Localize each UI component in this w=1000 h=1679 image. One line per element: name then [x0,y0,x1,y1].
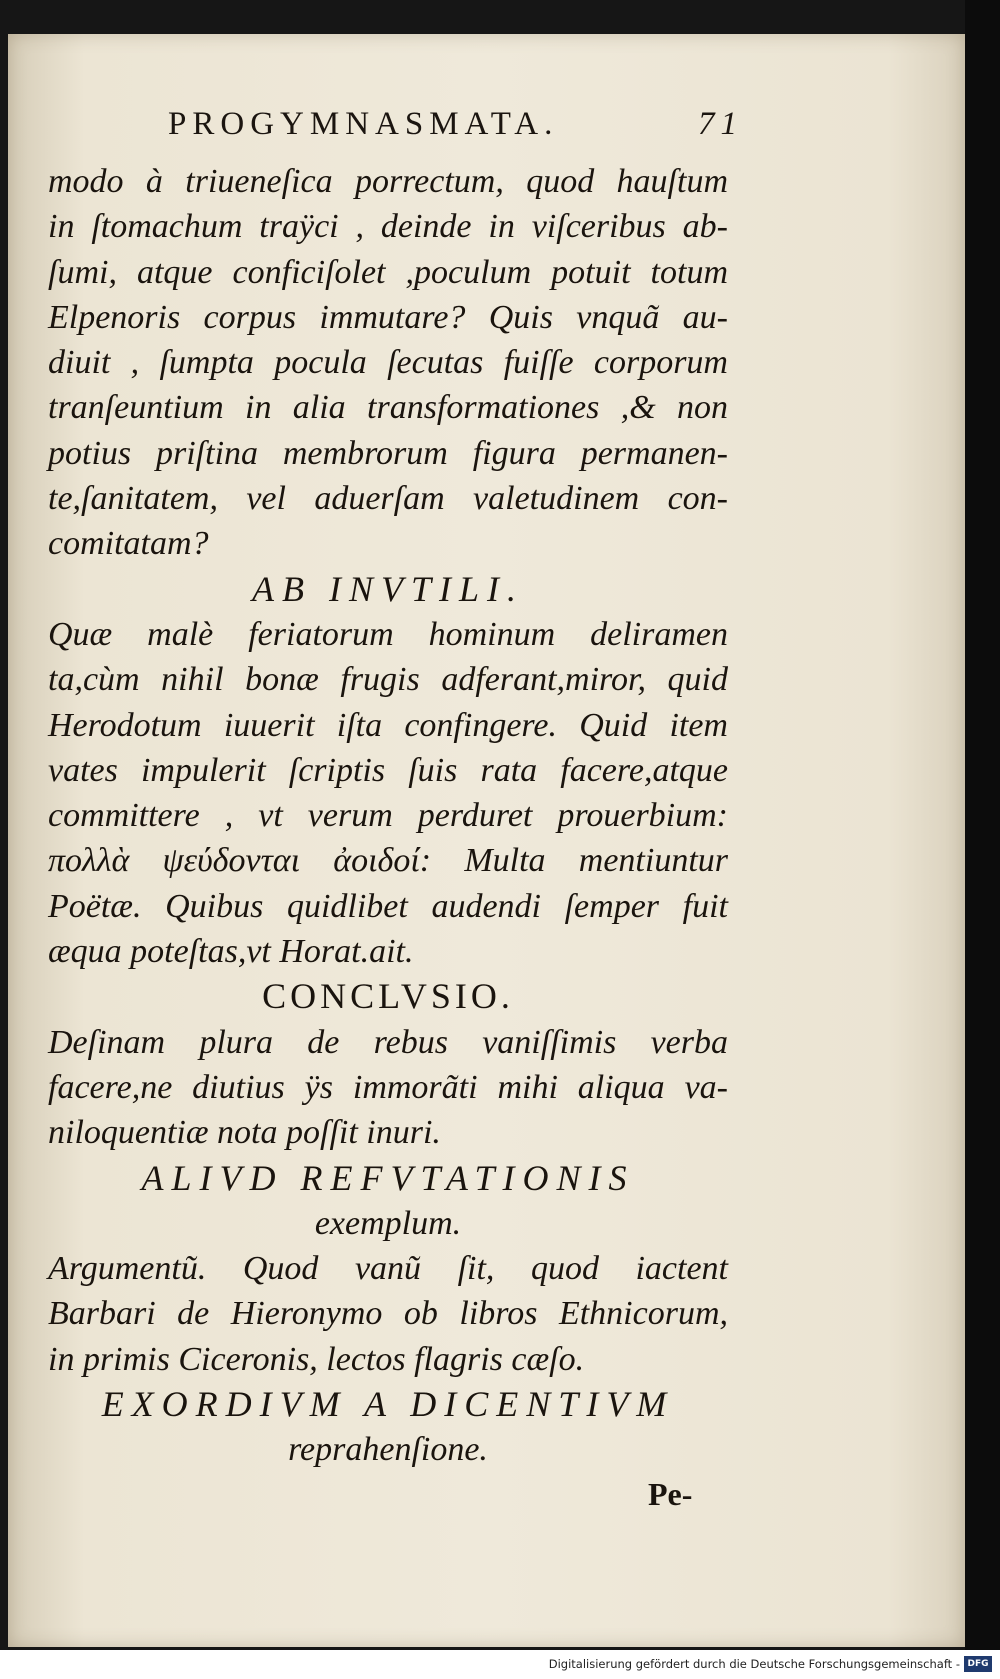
text-line: Deſinam plura de rebus vaniſſimis verba [48,1023,728,1061]
text-line: niloquentiæ nota poſſit inuri. [48,1114,441,1152]
text-line: te,ſanitatem, vel aduerſam valetudinem con- [48,480,728,518]
text-line: æqua poteſtas,vt Horat.ait. [48,933,414,971]
text-line: comitatam? [48,525,209,563]
book-page [8,34,965,1647]
text-line: vates impulerit ſcriptis ſuis rata facere,atque [48,751,728,789]
footer-credit: Digitalisierung gefördert durch die Deutsche Forschungsgemeinschaft - [548,1657,960,1671]
section-heading: EXORDIVM A DICENTIVM [101,1384,675,1425]
text-line: Elpenoris corpus immutare? Quis vnquã au- [48,298,728,336]
scan-edge [965,0,1000,1650]
text-line: Herodotum iuuerit iſta confingere. Quid item [48,706,728,744]
text-line: committere , vt verum perduret prouerbium: [48,797,728,835]
dfg-logo-icon: DFG [964,1656,992,1672]
text-line: ta,cùm nihil bonæ frugis adferant,miror, quid [48,661,728,699]
text-line: potius priſtina membrorum figura permanen- [48,434,728,472]
text-line: Barbari de Hieronymo ob libros Ethnicorum, [48,1295,728,1333]
text-line: tranſeuntium in alia transformationes ,& non [48,389,728,427]
text-line: Argumentũ. Quod vanũ ſit, quod iactent [48,1250,728,1288]
section-heading: ALIVD REFVTATIONIS [141,1157,635,1198]
section-heading: AB INVTILI. [252,568,524,609]
page-number: 71 [698,106,743,142]
main-text-block [48,159,728,1473]
heading-continuation: exemplum. [314,1204,462,1242]
text-line: πολλὰ ψεύδονται ἀοιδοί: Multa mentiuntur [48,842,728,880]
heading-continuation: reprahenſione. [288,1431,488,1469]
catchword: Pe- [648,1476,693,1512]
digitization-footer [0,1650,1000,1679]
text-line: in primis Ciceronis, lectos flagris cæſo. [48,1340,585,1378]
text-line: facere,ne diutius ÿs immorãti mihi aliqua va- [48,1068,728,1106]
section-heading: CONCLVSIO. [262,976,514,1017]
text-line: diuit , ſumpta pocula ſecutas fuiſſe corporum [48,344,728,382]
text-line: modo à triueneſica porrectum, quod hauſtum [48,163,728,200]
running-title: PROGYMNASMATA. [168,106,559,142]
text-line: Poëtæ. Quibus quidlibet audendi ſemper fuit [48,887,728,925]
text-line: ſumi, atque conficiſolet ,poculum potuit totum [48,253,728,291]
text-line: Quæ malè feriatorum hominum deliramen [48,615,728,653]
text-line: in ſtomachum traÿci , deinde in viſceribus ab- [48,208,728,246]
